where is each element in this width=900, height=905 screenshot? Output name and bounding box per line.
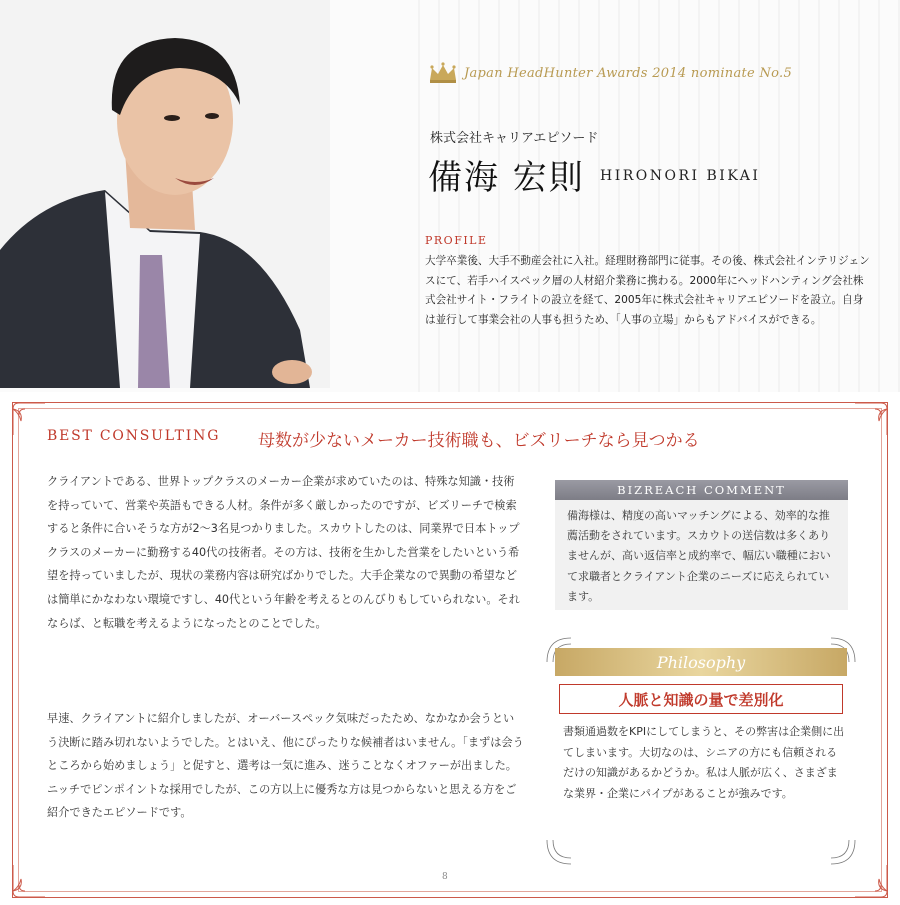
philosophy-title: 人脈と知識の量で差別化: [618, 690, 784, 709]
flourish-icon: [827, 838, 857, 868]
corner-ornament-icon: [851, 399, 891, 439]
best-consulting-title: 母数が少ないメーカー技術職も、ビズリーチなら見つかる: [258, 431, 700, 451]
story-paragraph-2: 早速、クライアントに紹介しましたが、オーバースペック気味だったため、なかなか会うという決断に踏み切れないようでした。とはいえ、他にぴったりな候補者はいません。「まずは会うところから始めましょう」と促すと、選考は一気に進み、迷うことなくオファーが出ました。ニッチでピンポイントな採用でしたが、この方以上に優秀な方は見つからないと思える方をご紹介できたエピソードです。: [47, 712, 524, 820]
profile-text: 大学卒業後、大手不動産会社に入社。経理財務部門に従事。その後、株式会社インテリジェンスにて、若手ハイスペック層の人材紹介業務に携わる。2000年にヘッドハンティング会社株式会社サイト・フライトの設立を経て、2005年に株式会社キャリアエピソードを設立。自身は並行して事業会社の人事も担うため、「人事の立場」からもアドバイスができる。: [425, 255, 870, 326]
philosophy-heading-text: Philosophy: [656, 652, 746, 672]
philosophy-title-box: [559, 684, 843, 714]
best-consulting-label: BEST CONSULTING: [47, 428, 221, 444]
profile-header: [0, 0, 900, 392]
company-name: 株式会社キャリアエピソード: [430, 131, 599, 146]
story-paragraph-1: クライアントである、世界トップクラスのメーカー企業が求めていたのは、特殊な知識・技術を持っていて、営業や英語もできる人材。条件が多く厳しかったのですが、ビズリーチで検索すると条件に合いそうな方が2〜3名見つかりました。スカウトしたのは、同業界で日本トップクラスのメーカーに勤務する40代の技術者。その方は、技術を生かした営業をしたいという希望を持っていましたが、現状の業務内容は研究ばかりでした。大手企業なので異動の希望などは簡単にかなわない環境ですし、40代という年齢を考えるとのんびりもしていられない。それならば、と転職を考えるようになったとのことでした。: [47, 475, 520, 630]
philosophy-text: 書類通過数をKPIにしてしまうと、その弊害は企業側に出てしまいます。大切なのは、シニアの方にも信頼されるだけの知識があるかどうか。私は人脈が広く、さまざまな業界・企業にパイプがあることが強みです。: [563, 725, 845, 800]
award-line: [428, 62, 792, 84]
philosophy-box: [545, 630, 857, 868]
portrait-photo: [0, 0, 330, 388]
page-number: 8: [442, 872, 448, 882]
flourish-icon: [545, 838, 575, 868]
crown-icon: [428, 62, 458, 84]
philosophy-heading: [555, 648, 847, 676]
person-name-japanese: 備海 宏則: [428, 158, 585, 198]
person-name-english: HIRONORI BIKAI: [600, 168, 761, 184]
bizreach-comment-box: [555, 480, 848, 610]
corner-ornament-icon: [851, 861, 891, 901]
award-text: Japan HeadHunter Awards 2014 nominate No.5: [464, 65, 793, 81]
bizreach-comment-text: 備海様は、精度の高いマッチングによる、効率的な推薦活動をされています。スカウトの送信数は多くありませんが、高い返信率と成約率で、幅広い職種において求職者とクライアント企業のニーズに応えられています。: [567, 509, 831, 603]
profile-label: PROFILE: [425, 234, 488, 247]
corner-ornament-icon: [9, 399, 49, 439]
corner-ornament-icon: [9, 861, 49, 901]
bizreach-comment-heading-text: BIZREACH COMMENT: [617, 483, 786, 497]
bizreach-comment-heading: [555, 480, 848, 500]
